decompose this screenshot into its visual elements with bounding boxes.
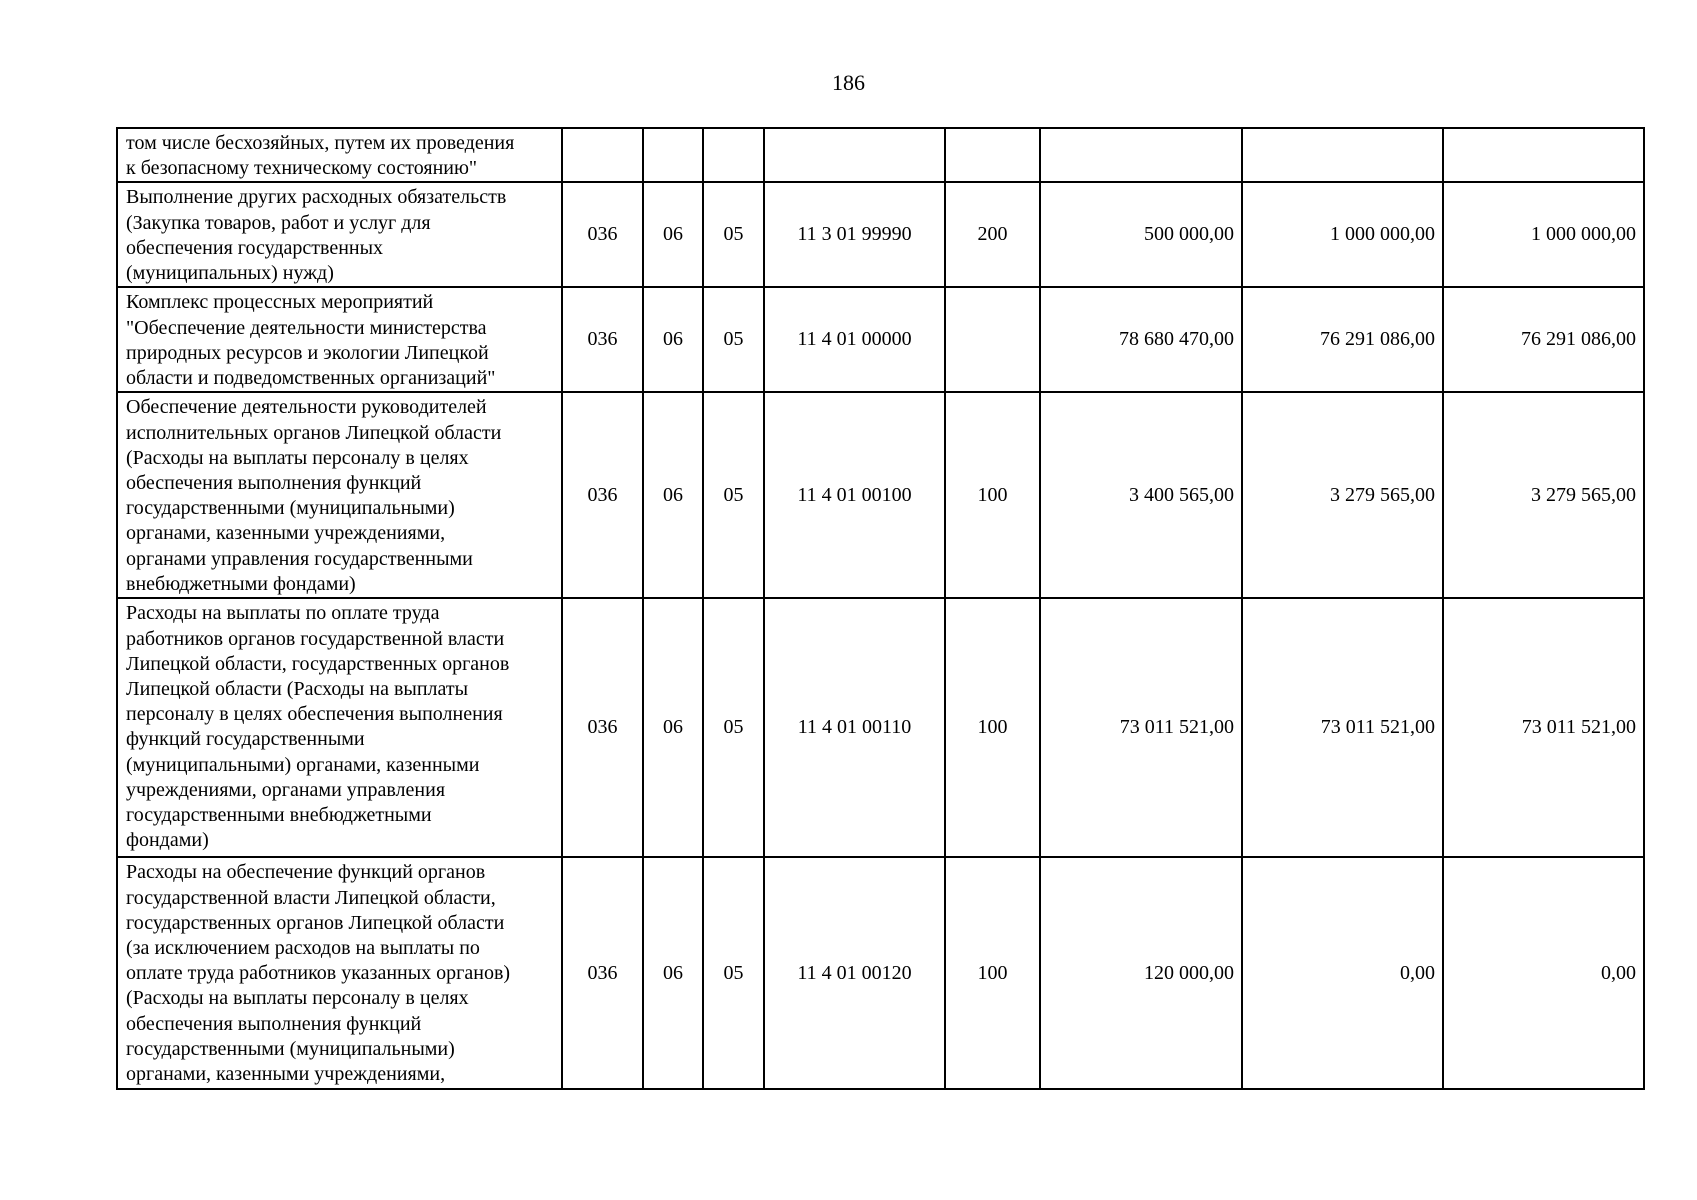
expense-type-cell: 100 [945,392,1040,598]
glava-cell: 036 [562,392,643,598]
description-cell: том числе бесхозяйных, путем их проведения к безопасному техническому состоянию" [117,128,562,182]
sum-cell-3: 0,00 [1443,857,1644,1089]
table-row [117,287,1644,392]
sum-cell-3: 73 011 521,00 [1443,598,1644,857]
table-row [117,598,1644,857]
podrazdel-cell: 05 [703,857,764,1089]
table-row [117,857,1644,1089]
sum-cell-2: 76 291 086,00 [1242,287,1443,392]
podrazdel-cell [703,128,764,182]
expense-type-cell: 100 [945,598,1040,857]
description-cell: Обеспечение деятельности руководителей исполнительных органов Липецкой области (Расходы на выплаты персоналу в целях обеспечения выполнения функций государственными (муниципальными) органами, казенными учреждениями, органами управления государственными внебюджетными фондами) [117,392,562,598]
razdel-cell: 06 [643,287,703,392]
sum-cell-2: 3 279 565,00 [1242,392,1443,598]
target-article-cell [764,128,945,182]
description-cell: Выполнение других расходных обязательств (Закупка товаров, работ и услуг для обеспечения государственных (муниципальных) нужд) [117,182,562,287]
sum-cell-3 [1443,128,1644,182]
sum-cell-2 [1242,128,1443,182]
razdel-cell: 06 [643,598,703,857]
sum-cell-3: 3 279 565,00 [1443,392,1644,598]
sum-cell-1: 73 011 521,00 [1040,598,1242,857]
table-row [117,182,1644,287]
sum-cell-2: 1 000 000,00 [1242,182,1443,287]
razdel-cell: 06 [643,857,703,1089]
page-number: 186 [832,70,865,95]
expense-type-cell: 100 [945,857,1040,1089]
podrazdel-cell: 05 [703,182,764,287]
expense-type-cell [945,128,1040,182]
expense-type-cell [945,287,1040,392]
razdel-cell: 06 [643,392,703,598]
sum-cell-3: 76 291 086,00 [1443,287,1644,392]
sum-cell-2: 0,00 [1242,857,1443,1089]
sum-cell-1: 120 000,00 [1040,857,1242,1089]
sum-cell-3: 1 000 000,00 [1443,182,1644,287]
glava-cell: 036 [562,857,643,1089]
target-article-cell: 11 4 01 00120 [764,857,945,1089]
sum-cell-1: 500 000,00 [1040,182,1242,287]
target-article-cell: 11 4 01 00110 [764,598,945,857]
glava-cell: 036 [562,598,643,857]
glava-cell: 036 [562,287,643,392]
sum-cell-1: 3 400 565,00 [1040,392,1242,598]
target-article-cell: 11 4 01 00100 [764,392,945,598]
podrazdel-cell: 05 [703,598,764,857]
table-row [117,392,1644,598]
glava-cell [562,128,643,182]
target-article-cell: 11 4 01 00000 [764,287,945,392]
description-cell: Комплекс процессных мероприятий "Обеспечение деятельности министерства природных ресурсов и экологии Липецкой области и подведомственных организаций" [117,287,562,392]
razdel-cell: 06 [643,182,703,287]
sum-cell-2: 73 011 521,00 [1242,598,1443,857]
budget-table [116,127,1645,1090]
glava-cell: 036 [562,182,643,287]
description-cell: Расходы на выплаты по оплате труда работников органов государственной власти Липецкой области, государственных органов Липецкой области (Расходы на выплаты персоналу в целях обеспечения выполнения функций государственными (муниципальными) органами, казенными учреждениями, органами управления государственными внебюджетными фондами) [117,598,562,857]
podrazdel-cell: 05 [703,392,764,598]
expense-type-cell: 200 [945,182,1040,287]
sum-cell-1 [1040,128,1242,182]
sum-cell-1: 78 680 470,00 [1040,287,1242,392]
target-article-cell: 11 3 01 99990 [764,182,945,287]
description-cell: Расходы на обеспечение функций органов государственной власти Липецкой области, государственных органов Липецкой области (за исключением расходов на выплаты по оплате труда работников указанных органов) (Расходы на выплаты персоналу в целях обеспечения выполнения функций государственными (муниципальными) органами, казенными учреждениями, [117,857,562,1089]
podrazdel-cell: 05 [703,287,764,392]
razdel-cell [643,128,703,182]
table-row [117,128,1644,182]
